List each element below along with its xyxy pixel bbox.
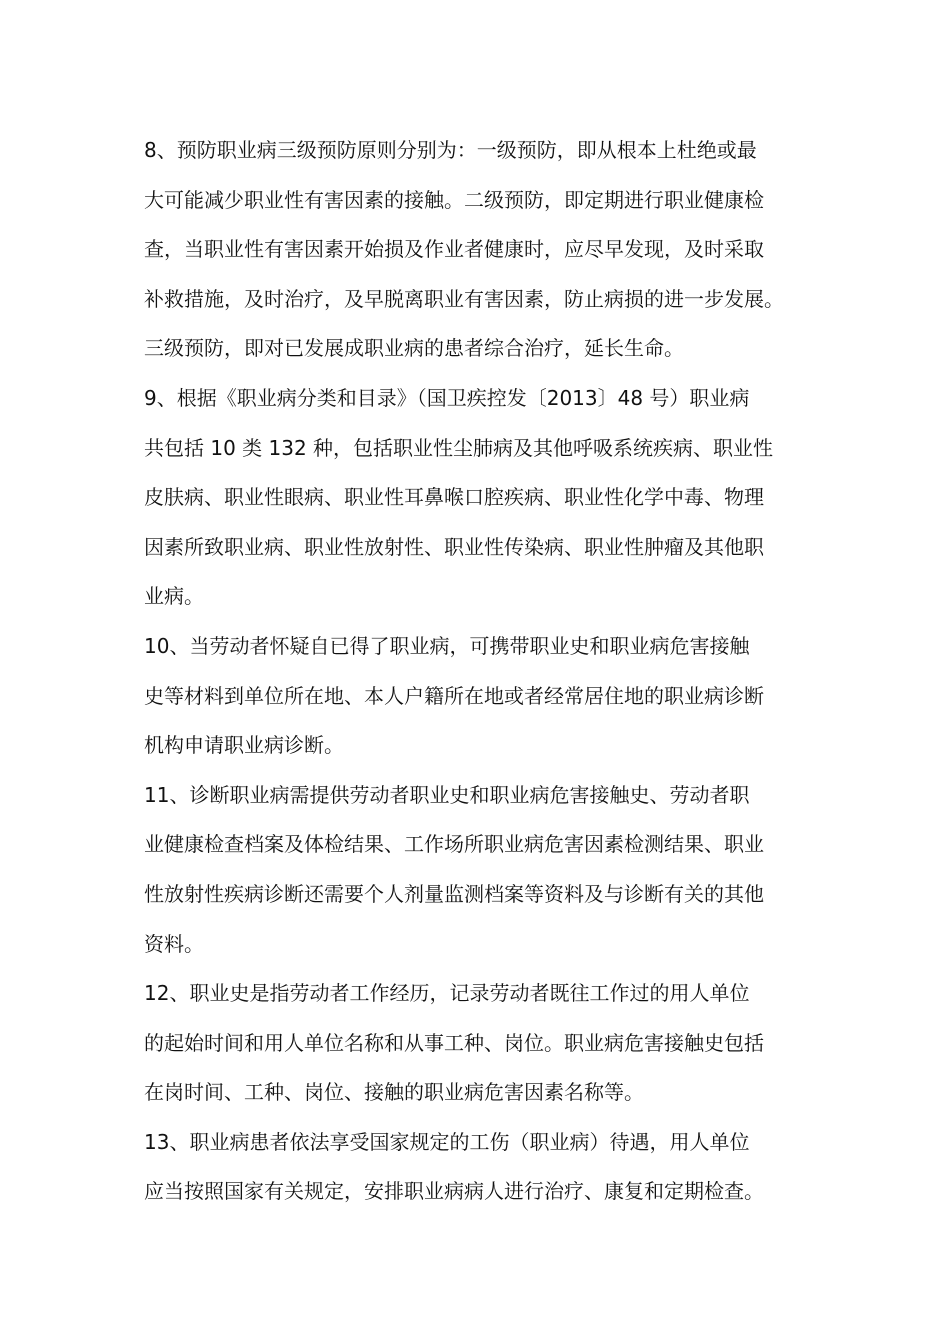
- text-line: 因素所致职业病、职业性放射性、职业性传染病、职业性肿瘤及其他职: [144, 534, 764, 559]
- text-line: 应当按照国家有关规定，安排职业病病人进行治疗、康复和定期检查。: [144, 1179, 764, 1204]
- text-line: 13、职业病患者依法享受国家规定的工伤（职业病）待遇，用人单位: [144, 1129, 750, 1154]
- text-line: 查，当职业性有害因素开始损及作业者健康时，应尽早发现，及时采取: [144, 237, 764, 262]
- text-line: 资料。: [144, 931, 204, 956]
- paragraph-item-8: [144, 126, 812, 374]
- text-line: 补救措施，及时治疗，及早脱离职业有害因素，防止病损的进一步发展。: [144, 286, 784, 311]
- text-line: 三级预防，即对已发展成职业病的患者综合治疗，延长生命。: [144, 336, 684, 361]
- paragraph-item-13: [144, 1118, 812, 1217]
- text-line: 皮肤病、职业性眼病、职业性耳鼻喉口腔疾病、职业性化学中毒、物理: [144, 485, 764, 510]
- text-line: 大可能减少职业性有害因素的接触。二级预防，即定期进行职业健康检: [144, 187, 764, 212]
- text-line: 的起始时间和用人单位名称和从事工种、岗位。职业病危害接触史包括: [144, 1030, 764, 1055]
- text-line: 10、当劳动者怀疑自已得了职业病，可携带职业史和职业病危害接触: [144, 633, 750, 658]
- text-line: 性放射性疾病诊断还需要个人剂量监测档案等资料及与诊断有关的其他: [144, 881, 764, 906]
- text-line: 业病。: [144, 584, 204, 609]
- text-line: 8、预防职业病三级预防原则分别为：一级预防，即从根本上杜绝或最: [144, 138, 757, 162]
- text-line: 业健康检查档案及体检结果、工作场所职业病危害因素检测结果、职业: [144, 832, 764, 857]
- paragraph-item-9: [144, 374, 812, 622]
- paragraph-item-10: [144, 622, 812, 771]
- text-line: 史等材料到单位所在地、本人户籍所在地或者经常居住地的职业病诊断: [144, 683, 764, 708]
- paragraph-item-12: [144, 969, 812, 1118]
- text-line: 11、诊断职业病需提供劳动者职业史和职业病危害接触史、劳动者职: [144, 782, 750, 807]
- text-line: 机构申请职业病诊断。: [144, 733, 344, 758]
- text-line: 9、根据《职业病分类和目录》（国卫疾控发〔2013〕48 号）职业病: [144, 385, 750, 410]
- paragraph-item-11: [144, 771, 812, 969]
- text-line: 共包括 10 类 132 种，包括职业性尘肺病及其他呼吸系统疾病、职业性: [144, 435, 774, 460]
- document-body: [144, 126, 812, 1217]
- text-line: 12、职业史是指劳动者工作经历，记录劳动者既往工作过的用人单位: [144, 981, 750, 1006]
- text-line: 在岗时间、工种、岗位、接触的职业病危害因素名称等。: [144, 1080, 644, 1105]
